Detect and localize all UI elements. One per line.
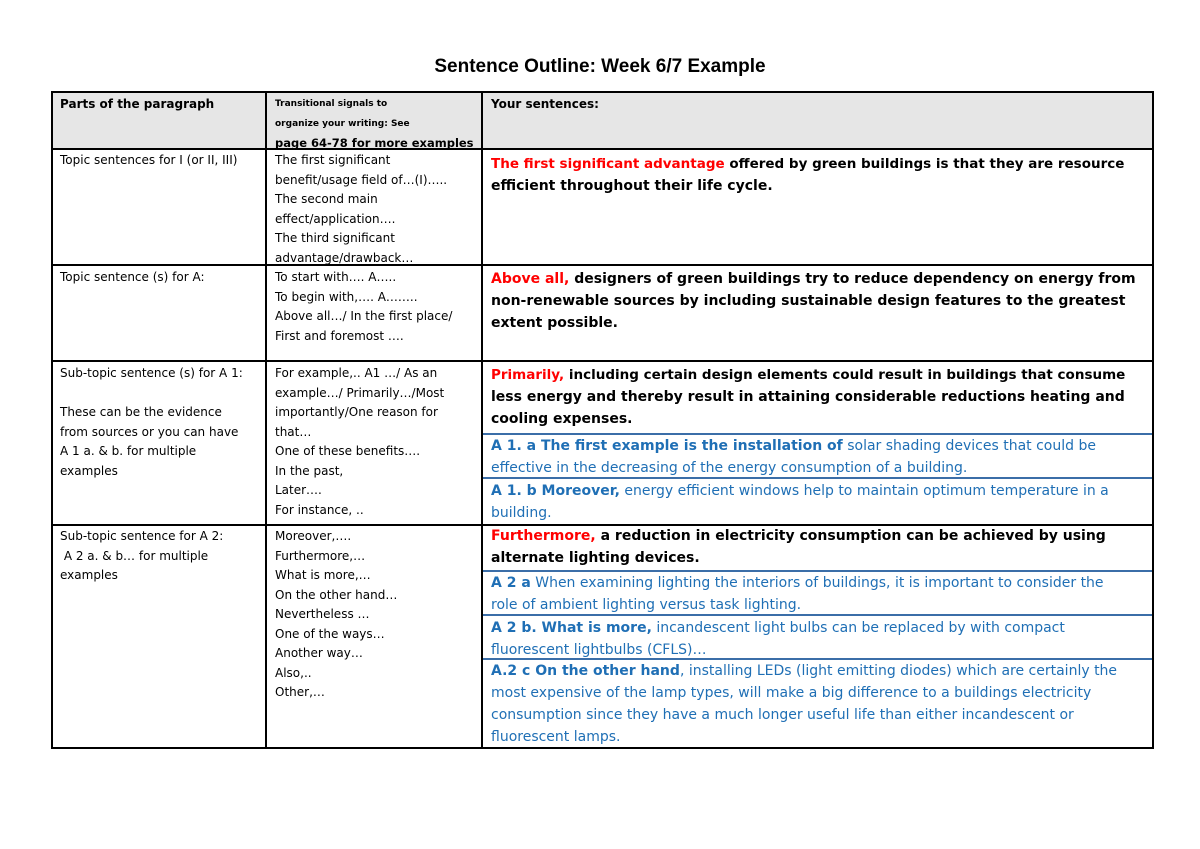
signal-line: effect/application…. xyxy=(275,211,396,226)
signal-line: importantly/One reason for xyxy=(275,405,438,419)
transition-phrase: The first significant advantage xyxy=(491,156,725,172)
column-divider-1 xyxy=(265,91,267,749)
signal-line: The third significant xyxy=(275,231,395,245)
sentence-text: less energy and thereby result in attaining considerable reductions heating and xyxy=(491,389,1125,405)
signal-line: benefit/usage field of…(I)….. xyxy=(275,172,448,187)
sub-text: solar shading devices that could be xyxy=(842,438,1096,454)
row4-signals xyxy=(275,527,397,703)
signal-line: To start with…. A….. xyxy=(275,270,397,284)
signal-line: In the past, xyxy=(275,463,344,478)
sub-text: building. xyxy=(491,505,552,521)
sub-text: role of ambient lighting versus task lighting. xyxy=(491,597,802,613)
signal-line: Moreover,…. xyxy=(275,529,352,543)
signal-line: For example,.. A1 …/ As an xyxy=(275,366,438,380)
header-transitional-line: Transitional signals to xyxy=(275,99,388,109)
row1-sentence xyxy=(491,153,1147,197)
row3-sub-a1b xyxy=(491,480,1147,524)
sub-text: incandescent light bulbs can be replaced by with compact xyxy=(651,620,1065,636)
transition-phrase: Above all, xyxy=(491,271,570,287)
row3-part-line: from sources or you can have xyxy=(60,424,239,439)
row3-part-line: These can be the evidence xyxy=(60,405,222,419)
table-border-left xyxy=(51,91,53,749)
sub-text: , installing LEDs (light emitting diodes) which are certainly the xyxy=(679,663,1118,679)
sentence-text: efficient throughout their life cycle. xyxy=(491,178,773,194)
column-divider-2 xyxy=(481,91,483,749)
signal-line: One of these benefits…. xyxy=(275,444,421,458)
signal-line: The second main xyxy=(275,192,378,206)
sub-label: A 2 b. What is more, xyxy=(491,620,652,636)
sentence-text: a reduction in electricity consumption can be achieved by using xyxy=(595,528,1106,544)
sentence-text: designers of green buildings try to reduce dependency on energy from xyxy=(569,271,1136,287)
row4-sub-a2a xyxy=(491,572,1147,616)
signal-line: What is more,… xyxy=(275,568,371,582)
row4-part-line: A 2 a. & b… for multiple xyxy=(60,548,209,563)
row3-part-line: examples xyxy=(60,463,118,478)
row2-sentence xyxy=(491,268,1147,334)
transition-phrase: Primarily, xyxy=(491,367,565,383)
row1-signals xyxy=(275,151,447,268)
sub-label: A 1. a The first example is the installation of xyxy=(491,438,843,454)
row-divider-header xyxy=(51,148,1154,150)
row3-sentence xyxy=(491,364,1147,430)
sub-text: energy efficient windows help to maintain optimum temperature in a xyxy=(619,483,1109,499)
row1-part-line: Topic sentences for I (or II, III) xyxy=(60,153,238,167)
sub-label: A 1. b Moreover, xyxy=(491,483,620,499)
sentence-text: non-renewable sources by including sustainable design features to the greatest xyxy=(491,293,1126,309)
signal-line: Another way… xyxy=(275,646,363,660)
sentence-text: cooling expenses. xyxy=(491,411,633,427)
row4-sub-a2b xyxy=(491,617,1147,661)
row3-sub-a1a xyxy=(491,435,1147,479)
sentence-text: extent possible. xyxy=(491,315,618,331)
header-transitional-line: organize your writing: See xyxy=(275,118,410,129)
sub-label: A.2 c On the other hand xyxy=(491,663,680,679)
row-divider-2 xyxy=(51,360,1154,362)
transition-phrase: Furthermore, xyxy=(491,528,596,544)
row4-part-line: examples xyxy=(60,568,118,582)
signal-line: example…/ Primarily…/Most xyxy=(275,385,445,400)
signal-line: advantage/drawback… xyxy=(275,250,414,265)
row2-part xyxy=(60,268,205,288)
row-divider-1 xyxy=(51,264,1154,266)
signal-line: Also,.. xyxy=(275,665,312,680)
signal-line: Other,… xyxy=(275,685,325,699)
row3-part-line xyxy=(60,384,243,404)
row1-part xyxy=(60,151,237,171)
row3-part-line: A 1 a. & b. for multiple xyxy=(60,444,197,458)
page-title: Sentence Outline: Week 6/7 Example xyxy=(434,56,766,77)
row2-part-line: Topic sentence (s) for A: xyxy=(60,270,205,284)
row4-part xyxy=(60,527,223,586)
signal-line: Above all…/ In the first place/ xyxy=(275,309,453,323)
row4-part-line: Sub-topic sentence for A 2: xyxy=(60,529,224,543)
sub-text: fluorescent lightbulbs (CFLS)… xyxy=(491,642,707,658)
sub-text: most expensive of the lamp types, will make a big difference to a buildings electricity xyxy=(491,685,1092,701)
signal-line: The first significant xyxy=(275,153,391,167)
row4-sentence xyxy=(491,525,1147,569)
sentence-text: alternate lighting devices. xyxy=(491,550,700,566)
row3-signals xyxy=(275,364,444,520)
signal-line: For instance, .. xyxy=(275,502,364,517)
signal-line: Nevertheless … xyxy=(275,607,370,621)
header-your-sentences: Your sentences: xyxy=(491,97,599,111)
table-border-top xyxy=(51,91,1154,93)
sentence-text: including certain design elements could result in buildings that consume xyxy=(564,367,1126,383)
row3-part-line: Sub-topic sentence (s) for A 1: xyxy=(60,366,243,380)
signal-line: Later…. xyxy=(275,483,322,497)
signal-line: To begin with,…. A…….. xyxy=(275,289,418,304)
sub-text: consumption since they have a much longer useful life than either incandescent or xyxy=(491,707,1074,723)
sub-label: A 2 a xyxy=(491,575,531,591)
sub-text: effective in the decreasing of the energy consumption of a building. xyxy=(491,460,968,476)
signal-line: One of the ways… xyxy=(275,626,385,641)
sub-text: fluorescent lamps. xyxy=(491,729,621,745)
header-transitional-line: page 64-78 for more examples xyxy=(275,136,474,150)
signal-line: Furthermore,… xyxy=(275,548,366,563)
row2-signals xyxy=(275,268,452,346)
sentence-text: offered by green buildings is that they are resource xyxy=(724,156,1125,172)
signal-line: that… xyxy=(275,424,312,439)
signal-line: On the other hand… xyxy=(275,587,398,602)
header-row-background xyxy=(52,92,1153,148)
row3-part xyxy=(60,364,243,481)
row4-sub-a2c xyxy=(491,660,1147,748)
sub-text: When examining lighting the interiors of buildings, it is important to consider the xyxy=(530,575,1104,591)
header-transitional xyxy=(275,95,474,154)
table-border-right xyxy=(1152,91,1154,749)
header-parts: Parts of the paragraph xyxy=(60,97,215,111)
signal-line: First and foremost …. xyxy=(275,328,404,343)
